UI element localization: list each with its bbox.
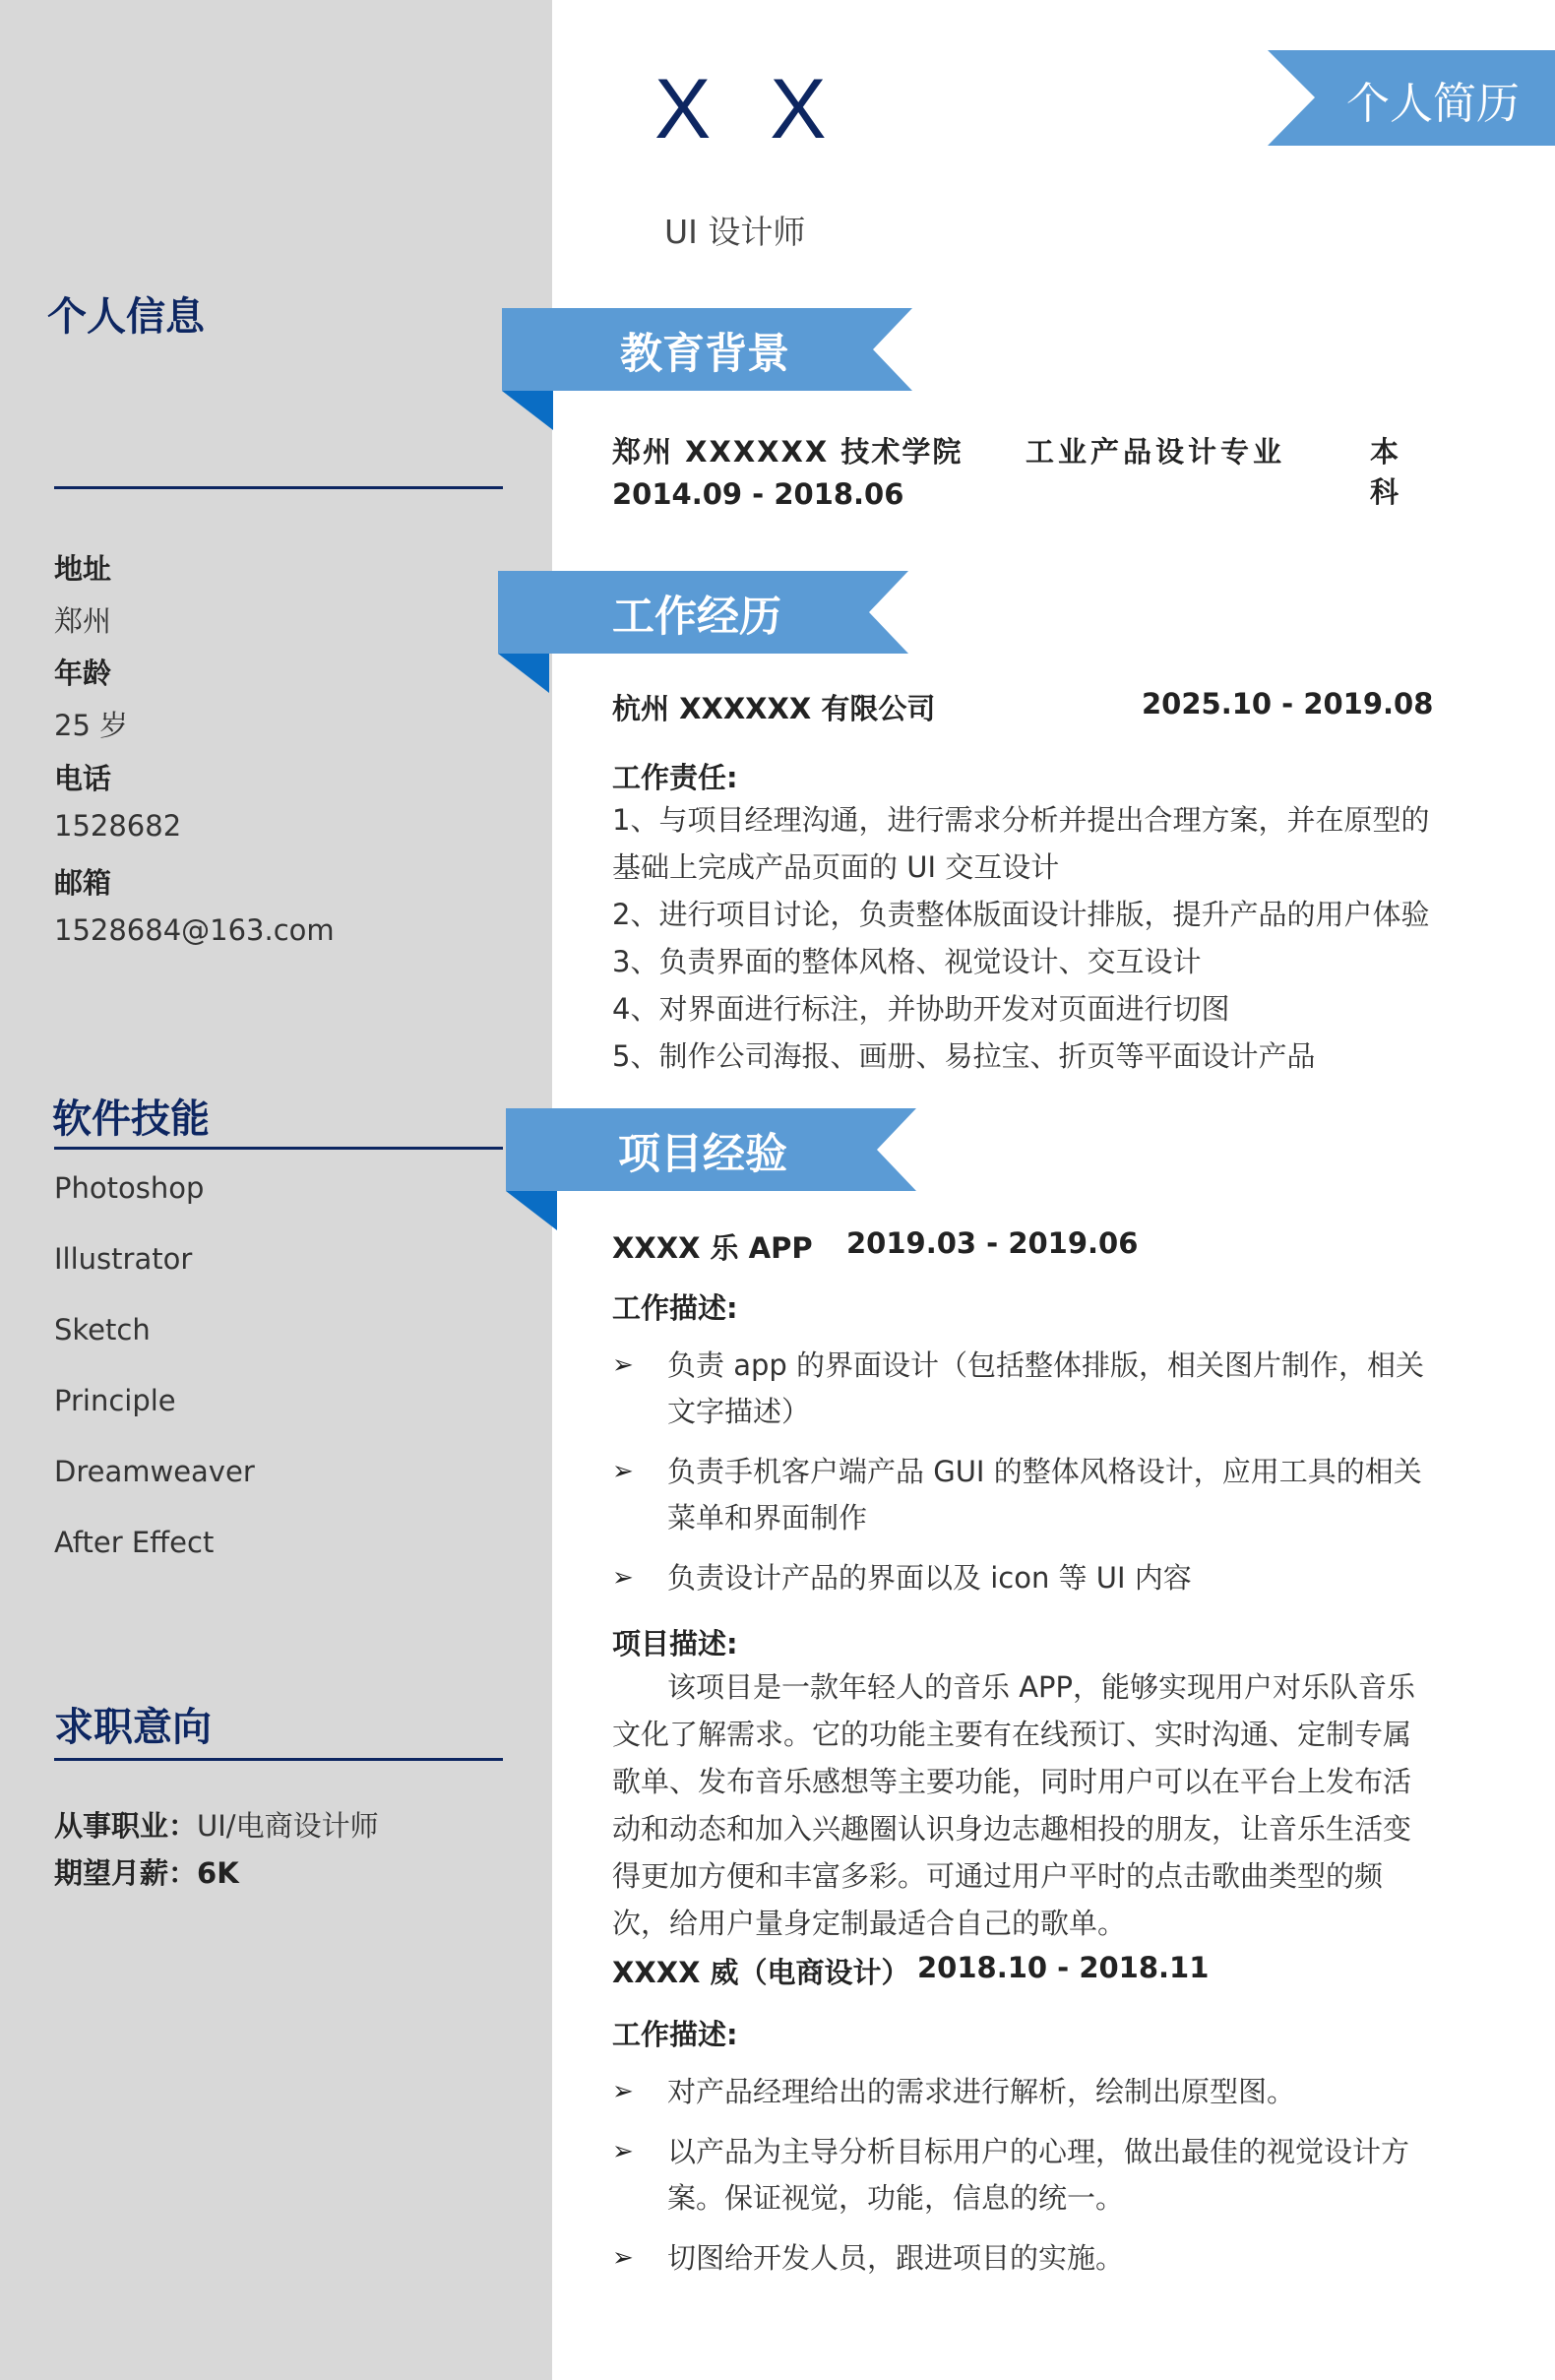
address-value: 郑州 [54, 604, 112, 638]
project1-period: 2019.03 - 2019.06 [846, 1226, 1139, 1260]
phone-value: 1528682 [54, 809, 182, 843]
education-period: 2014.09 - 2018.06 [612, 477, 904, 511]
project-section-header [506, 1108, 919, 1236]
salary-label: 期望月薪： [54, 1856, 198, 1890]
salary-value: 6K [197, 1856, 239, 1890]
candidate-role: UI 设计师 [664, 213, 806, 251]
arrow-bullet-icon: ➢ [612, 1563, 634, 1593]
work-period: 2025.10 - 2019.08 [1142, 687, 1434, 720]
project2-bullet: ➢ 对产品经理给出的需求进行解析，绘制出原型图。 [612, 2069, 1434, 2115]
education-title: 教育背景 [620, 330, 789, 379]
education-section-header [502, 308, 915, 436]
skill-item: Dreamweaver [54, 1455, 255, 1488]
work-section-header [498, 571, 911, 699]
arrow-bullet-icon: ➢ [612, 2243, 634, 2273]
education-degree: 本科 [1370, 435, 1407, 509]
personal-info-title: 个人信息 [47, 294, 205, 340]
work-duty-item: 2、进行项目讨论，负责整体版面设计排版，提升产品的用户体验 [612, 898, 1430, 931]
work-company-row [612, 687, 1434, 727]
education-school: 郑州 XXXXXX 技术学院 [612, 435, 964, 469]
resume-badge [1268, 50, 1555, 146]
project1-description: 该项目是一款年轻人的音乐 APP，能够实现用户对乐队音乐文化了解需求。它的功能主要有在线预订、实时沟通、定制专属歌单、发布音乐感想等主要功能，同时用户可以在平台上发布活动和动态和加入兴趣圈认识身边志趣相投的朋友，让音乐生活变得更加方便和丰富多彩。可通过用户平时的点击歌曲类型的频次，给用户量身定制最适合自己的歌单。 [612, 1670, 1416, 1940]
job-role-row [54, 1804, 379, 1845]
work-duty-item: 1、与项目经理沟通，进行需求分析并提出合理方案，并在原型的基础上完成产品页面的 UI 交互设计 [612, 803, 1430, 884]
email-label: 邮箱 [54, 866, 112, 900]
project-title: 项目经验 [618, 1130, 787, 1179]
job-role-value: UI/电商设计师 [197, 1809, 379, 1843]
arrow-bullet-icon: ➢ [612, 1457, 634, 1486]
project2-row [612, 1951, 1434, 1991]
project1-bullet: ➢ 负责手机客户端产品 GUI 的整体风格设计，应用工具的相关菜单和界面制作 [612, 1449, 1434, 1541]
arrow-bullet-icon: ➢ [612, 1350, 634, 1380]
skills-divider [54, 1147, 503, 1150]
work-duty-list [612, 796, 1434, 1080]
salary-row [54, 1851, 239, 1892]
project1-desc-label: 项目描述: [612, 1627, 738, 1660]
skill-item: After Effect [54, 1526, 215, 1559]
project2-bullet: ➢ 切图给开发人员，跟进项目的实施。 [612, 2235, 1434, 2282]
age-value: 25 岁 [54, 709, 129, 742]
personal-info-divider [54, 486, 503, 489]
arrow-bullet-icon: ➢ [612, 2137, 634, 2166]
project2-name: XXXX 威（电商设计） [612, 1956, 910, 1989]
job-role-label: 从事职业： [54, 1809, 198, 1843]
candidate-name: X X [654, 62, 844, 157]
project1-bullet: ➢ 负责设计产品的界面以及 icon 等 UI 内容 [612, 1555, 1434, 1601]
skill-item: Illustrator [54, 1242, 193, 1276]
work-company: 杭州 XXXXXX 有限公司 [612, 692, 936, 725]
skills-title: 软件技能 [52, 1096, 210, 1142]
project1-name: XXXX 乐 APP [612, 1231, 813, 1265]
skill-item: Photoshop [54, 1171, 205, 1205]
work-duty-item: 3、负责界面的整体风格、视觉设计、交互设计 [612, 945, 1202, 978]
project1-bullet-list [612, 1343, 1434, 1601]
arrow-bullet-icon: ➢ [612, 2077, 634, 2106]
job-intent-title: 求职意向 [54, 1705, 212, 1750]
project2-period: 2018.10 - 2018.11 [917, 1951, 1210, 1984]
work-title: 工作经历 [612, 593, 781, 642]
education-major: 工业产品设计专业 [1026, 435, 1286, 469]
project1-bullet: ➢ 负责 app 的界面设计（包括整体排版，相关图片制作，相关文字描述） [612, 1343, 1434, 1435]
address-label: 地址 [54, 552, 112, 586]
phone-label: 电话 [54, 762, 112, 795]
job-intent-divider [54, 1758, 503, 1761]
email-value: 1528684@163.com [54, 913, 335, 947]
project2-bullet-list [612, 2069, 1434, 2282]
project1-work-label: 工作描述: [612, 1291, 738, 1325]
skill-item: Principle [54, 1384, 176, 1417]
work-duty-item: 4、对界面进行标注，并协助开发对页面进行切图 [612, 992, 1230, 1026]
project1-row [612, 1226, 1434, 1267]
age-label: 年龄 [54, 657, 112, 690]
work-duty-label: 工作责任: [612, 761, 738, 794]
project2-bullet: ➢ 以产品为主导分析目标用户的心理，做出最佳的视觉设计方案。保证视觉，功能，信息的统一。 [612, 2129, 1434, 2222]
work-duty-item: 5、制作公司海报、画册、易拉宝、折页等平面设计产品 [612, 1039, 1316, 1073]
resume-badge-label: 个人简历 [1346, 79, 1520, 129]
skill-item: Sketch [54, 1313, 151, 1347]
project2-work-label: 工作描述: [612, 2018, 738, 2051]
